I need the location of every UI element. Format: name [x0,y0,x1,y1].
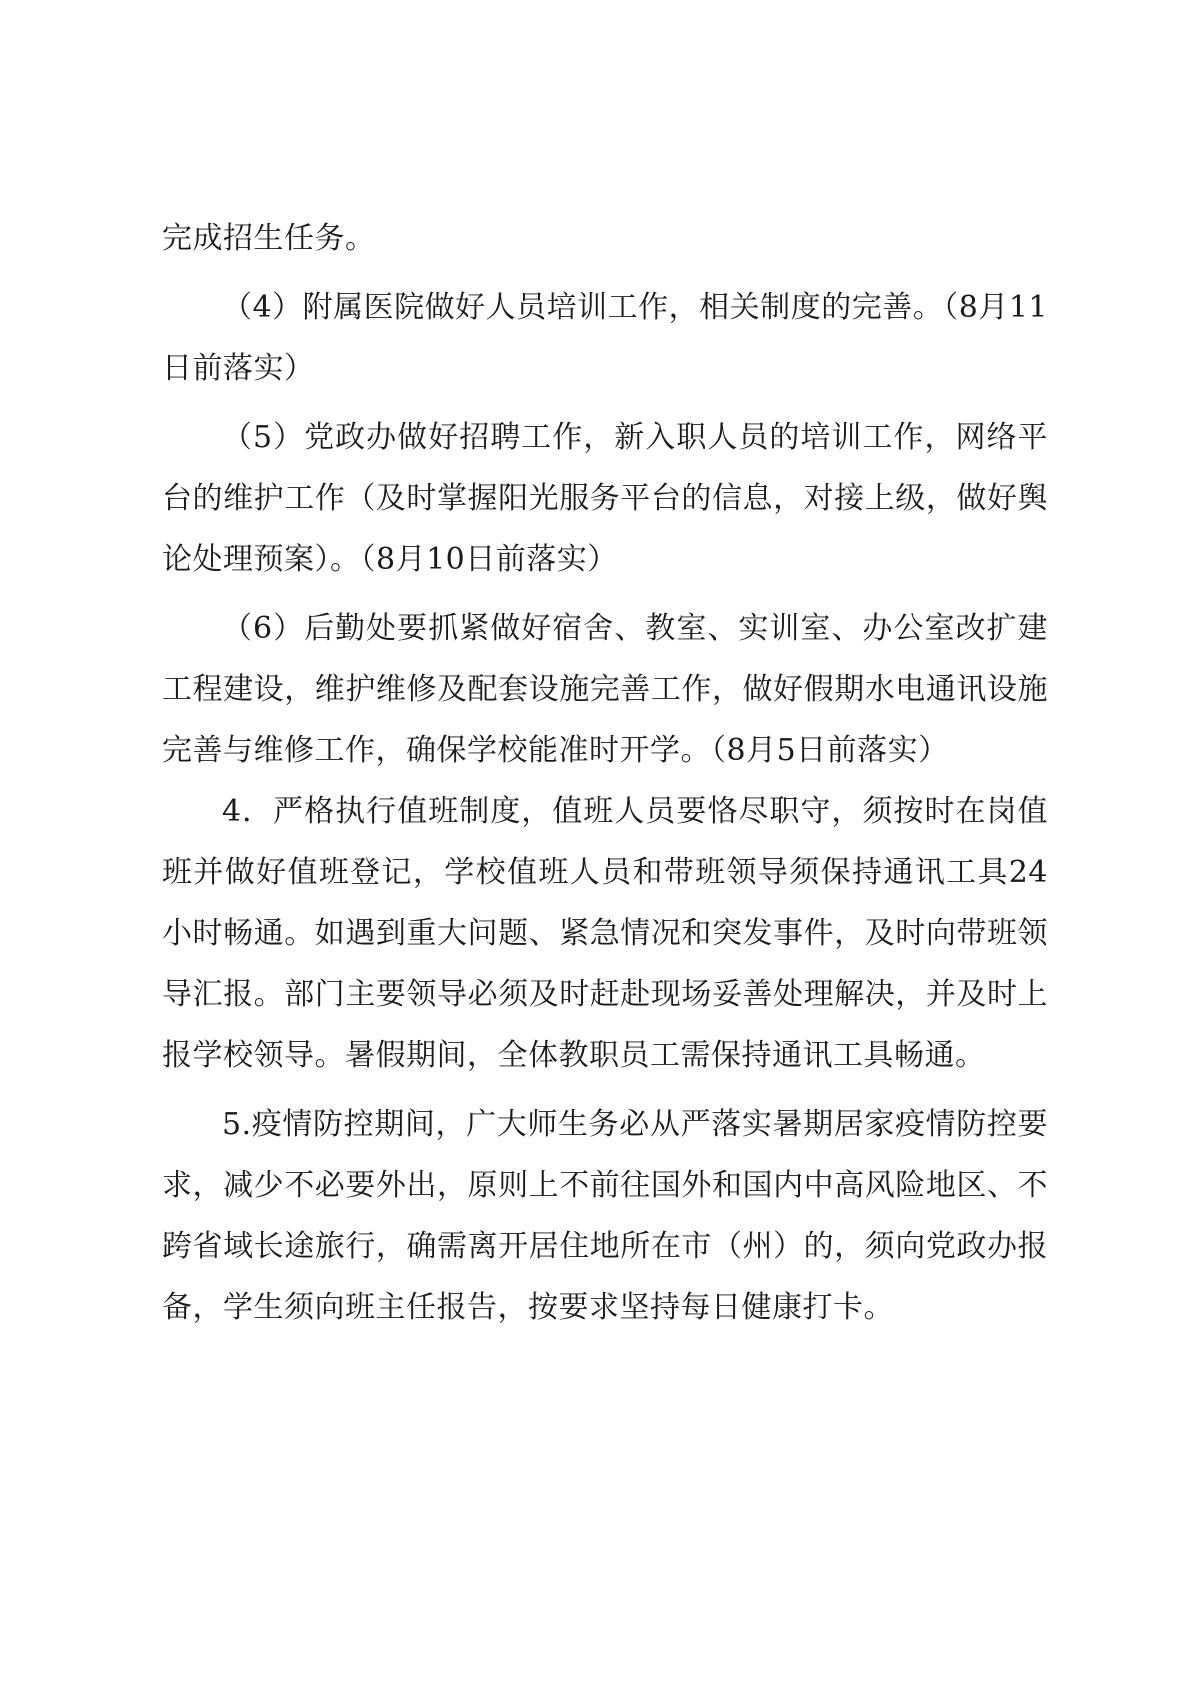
document-body [162,208,1048,1338]
paragraph-item-6-logistics: （6）后勤处要抓紧做好宿舍、教室、实训室、办公室改扩建工程建设，维护维修及配套设施完善工作，做好假期水电通讯设施完善与维修工作，确保学校能准时开学。（8月5日前落实） [162,611,1048,768]
paragraph-section-4-duty: 4．严格执行值班制度，值班人员要恪尽职守，须按时在岗值班并做好值班登记，学校值班人员和带班领导须保持通讯工具24小时畅通。如遇到重大问题、紧急情况和突发事件，及时向带班领导汇报。部门主要领导必须及时赶赴现场妥善处理解决，并及时上报学校领导。暑假期间，全体教职员工需保持通讯工具畅通。 [162,794,1048,1073]
paragraph-item-4-hospital: （4）附属医院做好人员培训工作，相关制度的完善。（8月11日前落实） [162,290,1048,386]
paragraph-continuation: 完成招生任务。 [162,221,376,256]
paragraph-section-5-epidemic: 5.疫情防控期间，广大师生务必从严落实暑期居家疫情防控要求，减少不必要外出，原则上不前往国外和国内中高风险地区、不跨省域长途旅行，确需离开居住地所在市（州）的，须向党政办报备，学生须向班主任报告，按要求坚持每日健康打卡。 [162,1107,1048,1325]
paragraph-item-5-party-office: （5）党政办做好招聘工作，新入职人员的培训工作，网络平台的维护工作（及时掌握阳光服务平台的信息，对接上级，做好舆论处理预案）。（8月10日前落实） [162,420,1048,577]
